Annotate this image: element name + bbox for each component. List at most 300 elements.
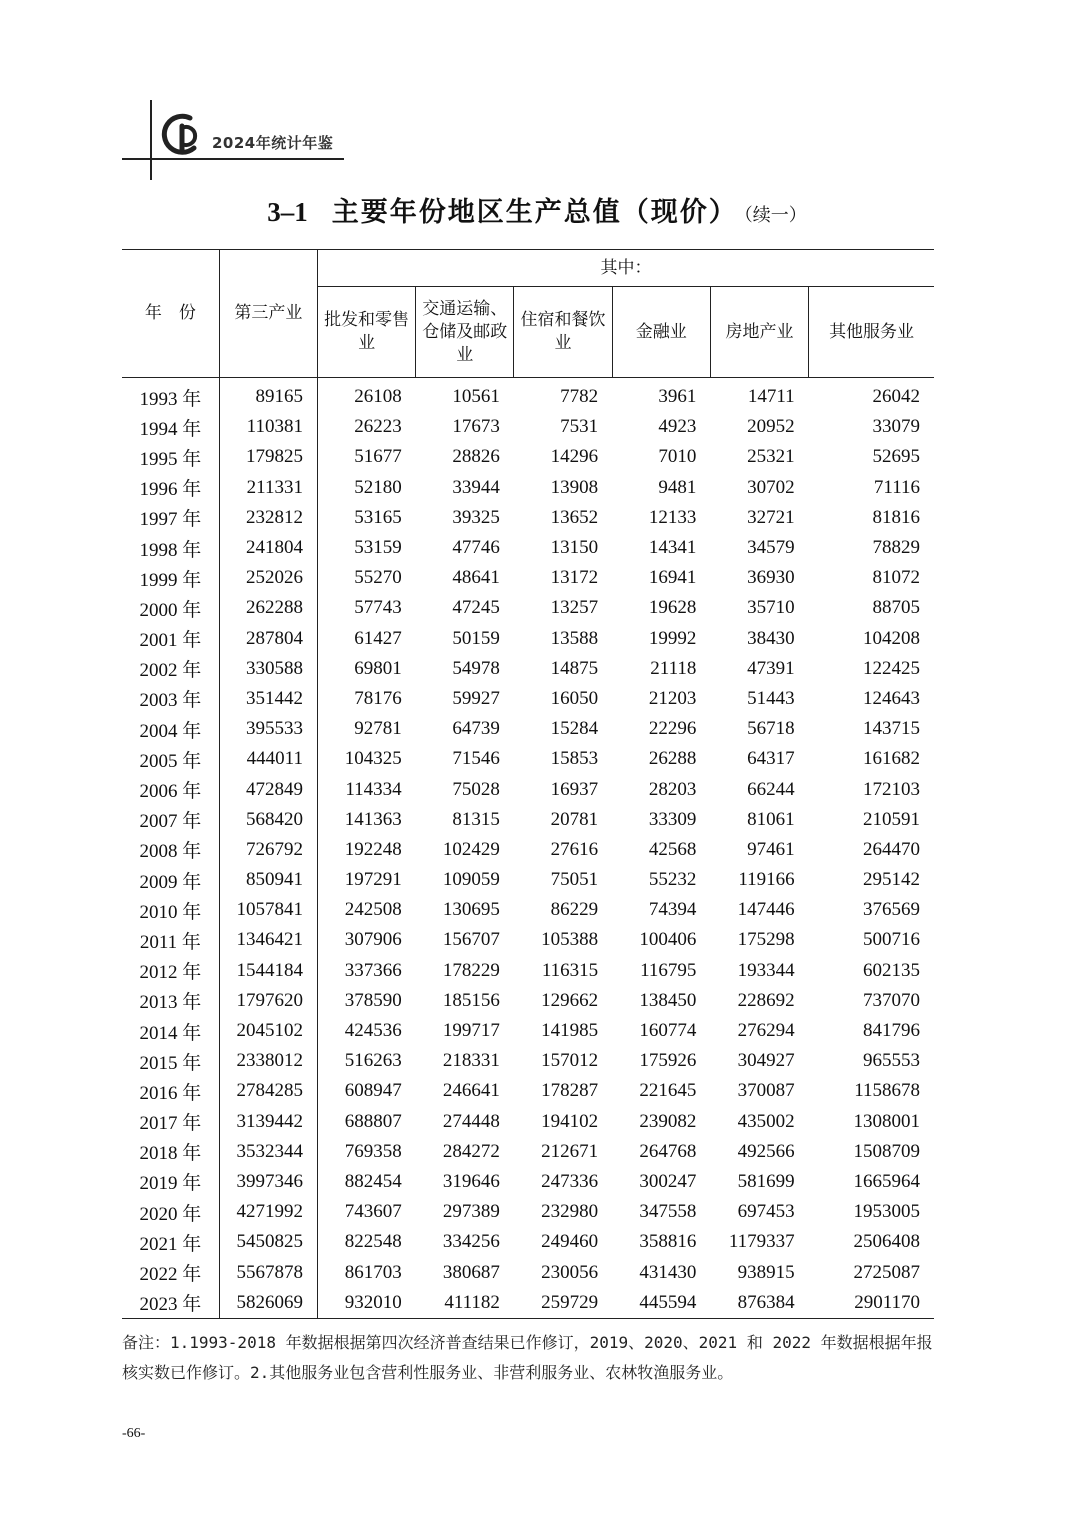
value-cell: 444011 <box>219 744 317 774</box>
value-cell: 64317 <box>747 748 795 770</box>
value-cell: 178229 <box>442 959 500 981</box>
header-other-services: 其他服务业 <box>809 287 934 378</box>
value-cell: 210591 <box>863 808 920 830</box>
header-year: 年 份 <box>122 250 219 378</box>
value-cell: 10561 <box>452 386 500 408</box>
yearbook-logo-icon <box>160 112 206 158</box>
year-cell: 1995 年 <box>122 442 219 472</box>
table-row <box>122 956 934 986</box>
value-cell: 7531 <box>560 416 599 438</box>
value-cell: 2506408 <box>853 1231 920 1253</box>
value-cell: 110381 <box>219 412 317 442</box>
table-row <box>122 774 934 804</box>
value-cell: 14875 <box>550 657 599 679</box>
table-row <box>122 925 934 955</box>
year-cell: 2019 年 <box>122 1167 219 1197</box>
value-cell: 5450825 <box>219 1227 317 1257</box>
value-cell: 516263 <box>344 1050 402 1072</box>
value-cell: 20952 <box>747 416 795 438</box>
header-vertical-rule <box>150 100 152 180</box>
value-cell: 39325 <box>452 506 500 528</box>
value-cell: 358816 <box>639 1231 697 1253</box>
value-cell: 262288 <box>219 593 317 623</box>
value-cell: 304927 <box>737 1050 795 1072</box>
value-cell: 52180 <box>354 476 402 498</box>
value-cell: 445594 <box>612 1288 710 1319</box>
value-cell: 581699 <box>737 1170 795 1192</box>
table-row <box>122 835 934 865</box>
value-cell: 14296 <box>550 446 599 468</box>
year-cell: 2013 年 <box>122 986 219 1016</box>
value-cell: 92781 <box>354 718 402 740</box>
continued-label: （续一） <box>743 205 807 226</box>
table-row <box>122 1227 934 1257</box>
year-cell: 2007 年 <box>122 805 219 835</box>
value-cell: 26223 <box>354 416 402 438</box>
value-cell: 822548 <box>344 1231 402 1253</box>
value-cell: 47391 <box>747 657 795 679</box>
year-cell: 1997 年 <box>122 503 219 533</box>
page-title <box>0 190 1074 229</box>
value-cell: 3139442 <box>219 1107 317 1137</box>
year-cell: 2016 年 <box>122 1076 219 1106</box>
value-cell: 197291 <box>344 869 402 891</box>
value-cell: 3997346 <box>219 1167 317 1197</box>
value-cell: 424536 <box>344 1020 402 1042</box>
value-cell: 1508709 <box>853 1140 920 1162</box>
value-cell: 51677 <box>354 446 402 468</box>
value-cell: 861703 <box>344 1261 402 1283</box>
value-cell: 105388 <box>541 929 599 951</box>
value-cell: 38430 <box>747 627 795 649</box>
table-row <box>122 412 934 442</box>
value-cell: 297389 <box>442 1201 500 1223</box>
value-cell: 16937 <box>550 778 599 800</box>
year-cell: 2010 年 <box>122 895 219 925</box>
value-cell: 78176 <box>354 687 402 709</box>
value-cell: 54978 <box>452 657 500 679</box>
table-row <box>122 865 934 895</box>
value-cell: 295142 <box>863 869 920 891</box>
value-cell: 129662 <box>541 989 599 1011</box>
header-real-estate: 房地产业 <box>710 287 808 378</box>
value-cell: 242508 <box>344 899 402 921</box>
value-cell: 14341 <box>648 537 697 559</box>
year-cell: 2023 年 <box>122 1288 219 1319</box>
value-cell: 130695 <box>442 899 500 921</box>
value-cell: 69801 <box>354 657 402 679</box>
value-cell: 435002 <box>737 1110 795 1132</box>
value-cell: 193344 <box>737 959 795 981</box>
value-cell: 47746 <box>452 537 500 559</box>
value-cell: 932010 <box>317 1288 415 1319</box>
value-cell: 2784285 <box>219 1076 317 1106</box>
value-cell: 726792 <box>219 835 317 865</box>
value-cell: 876384 <box>710 1288 808 1319</box>
value-cell: 172103 <box>863 778 920 800</box>
value-cell: 42568 <box>648 838 697 860</box>
year-cell: 2014 年 <box>122 1016 219 1046</box>
table-row <box>122 473 934 503</box>
table-row <box>122 1257 934 1287</box>
year-cell: 2003 年 <box>122 684 219 714</box>
value-cell: 230056 <box>541 1261 599 1283</box>
value-cell: 13908 <box>550 476 599 498</box>
value-cell: 26288 <box>648 748 697 770</box>
value-cell: 7782 <box>560 386 599 408</box>
value-cell: 53165 <box>354 506 402 528</box>
value-cell: 26108 <box>354 386 402 408</box>
value-cell: 287804 <box>219 624 317 654</box>
value-cell: 264470 <box>863 838 920 860</box>
value-cell: 769358 <box>344 1140 402 1162</box>
header-finance: 金融业 <box>612 287 710 378</box>
year-cell: 2015 年 <box>122 1046 219 1076</box>
value-cell: 55232 <box>648 869 697 891</box>
value-cell: 232980 <box>541 1201 599 1223</box>
value-cell: 13588 <box>550 627 599 649</box>
value-cell: 114334 <box>345 778 402 800</box>
value-cell: 1953005 <box>853 1201 920 1223</box>
value-cell: 161682 <box>863 748 920 770</box>
value-cell: 5567878 <box>219 1257 317 1287</box>
header-transport: 交通运输、仓储及邮政业 <box>416 287 514 378</box>
value-cell: 61427 <box>354 627 402 649</box>
value-cell: 56718 <box>747 718 795 740</box>
value-cell: 19992 <box>648 627 697 649</box>
table-row <box>122 1016 934 1046</box>
value-cell: 319646 <box>442 1170 500 1192</box>
value-cell: 4923 <box>658 416 697 438</box>
value-cell: 157012 <box>541 1050 599 1072</box>
value-cell: 1544184 <box>219 956 317 986</box>
value-cell: 102429 <box>442 838 500 860</box>
value-cell: 608947 <box>344 1080 402 1102</box>
year-cell: 2021 年 <box>122 1227 219 1257</box>
value-cell: 1308001 <box>853 1110 920 1132</box>
value-cell: 52695 <box>872 446 920 468</box>
value-cell: 259729 <box>514 1288 612 1319</box>
table-title: 主要年份地区生产总值（现价） <box>331 197 738 228</box>
value-cell: 9481 <box>658 476 697 498</box>
value-cell: 75051 <box>550 869 599 891</box>
value-cell: 2045102 <box>219 1016 317 1046</box>
value-cell: 13652 <box>550 506 599 528</box>
value-cell: 109059 <box>442 869 500 891</box>
value-cell: 13172 <box>550 567 599 589</box>
value-cell: 33944 <box>452 476 500 498</box>
value-cell: 30702 <box>747 476 795 498</box>
value-cell: 274448 <box>442 1110 500 1132</box>
value-cell: 247336 <box>541 1170 599 1192</box>
value-cell: 119166 <box>738 869 795 891</box>
value-cell: 32721 <box>747 506 795 528</box>
value-cell: 147446 <box>737 899 795 921</box>
value-cell: 337366 <box>344 959 402 981</box>
value-cell: 116315 <box>541 959 599 981</box>
value-cell: 89165 <box>219 378 317 413</box>
table-row <box>122 1137 934 1167</box>
value-cell: 71116 <box>873 476 920 498</box>
value-cell: 16941 <box>648 567 697 589</box>
value-cell: 97461 <box>747 838 795 860</box>
value-cell: 737070 <box>863 989 920 1011</box>
value-cell: 53159 <box>354 537 402 559</box>
value-cell: 199717 <box>442 1020 500 1042</box>
value-cell: 2338012 <box>219 1046 317 1076</box>
table-number: 3–1 <box>267 197 308 227</box>
value-cell: 13257 <box>550 597 599 619</box>
value-cell: 221645 <box>639 1080 697 1102</box>
header-horizontal-rule <box>122 158 344 160</box>
value-cell: 192248 <box>344 838 402 860</box>
value-cell: 35710 <box>747 597 795 619</box>
table-row <box>122 895 934 925</box>
value-cell: 13150 <box>550 537 599 559</box>
value-cell: 411182 <box>416 1288 514 1319</box>
yearbook-label: 2024年统计年鉴 <box>212 134 334 152</box>
table-note: 备注：1.1993-2018 年数据根据第四次经济普查结果已作修订，2019、2020、2021 和 2022 年数据根据年报核实数已作修订。2.其他服务业包含营利性服务业、非营利服务业、农林牧渔服务业。 <box>122 1333 933 1382</box>
value-cell: 743607 <box>344 1201 402 1223</box>
value-cell: 179825 <box>219 442 317 472</box>
value-cell: 33309 <box>648 808 697 830</box>
year-cell: 2005 年 <box>122 744 219 774</box>
value-cell: 307906 <box>344 929 402 951</box>
value-cell: 239082 <box>639 1110 697 1132</box>
value-cell: 27616 <box>550 838 599 860</box>
value-cell: 116795 <box>640 959 697 981</box>
year-cell: 2008 年 <box>122 835 219 865</box>
value-cell: 15853 <box>550 748 599 770</box>
year-cell: 2004 年 <box>122 714 219 744</box>
value-cell: 380687 <box>442 1261 500 1283</box>
value-cell: 378590 <box>344 989 402 1011</box>
table-row <box>122 442 934 472</box>
value-cell: 300247 <box>639 1170 697 1192</box>
value-cell: 22296 <box>648 718 697 740</box>
value-cell: 376569 <box>863 899 920 921</box>
year-cell: 1996 年 <box>122 473 219 503</box>
value-cell: 104325 <box>344 748 402 770</box>
year-cell: 2006 年 <box>122 774 219 804</box>
value-cell: 21203 <box>648 687 697 709</box>
header-tertiary: 第三产业 <box>219 250 317 378</box>
year-cell: 1994 年 <box>122 412 219 442</box>
value-cell: 241804 <box>219 533 317 563</box>
value-cell: 841796 <box>863 1020 920 1042</box>
header-accommodation: 住宿和餐饮业 <box>514 287 612 378</box>
table-row <box>122 1076 934 1106</box>
value-cell: 351442 <box>219 684 317 714</box>
table-row <box>122 744 934 774</box>
value-cell: 64739 <box>452 718 500 740</box>
value-cell: 141363 <box>344 808 402 830</box>
value-cell: 16050 <box>550 687 599 709</box>
value-cell: 88705 <box>872 597 920 619</box>
page-number: -66- <box>122 1426 146 1441</box>
value-cell: 1179337 <box>728 1231 795 1253</box>
value-cell: 4271992 <box>219 1197 317 1227</box>
value-cell: 74394 <box>648 899 697 921</box>
value-cell: 55270 <box>354 567 402 589</box>
value-cell: 17673 <box>452 416 500 438</box>
value-cell: 347558 <box>639 1201 697 1223</box>
value-cell: 211331 <box>219 473 317 503</box>
header-wholesale-retail: 批发和零售业 <box>317 287 415 378</box>
value-cell: 228692 <box>737 989 795 1011</box>
table-row <box>122 1107 934 1137</box>
value-cell: 81315 <box>452 808 500 830</box>
table-row <box>122 986 934 1016</box>
year-cell: 2011 年 <box>122 925 219 955</box>
value-cell: 500716 <box>863 929 920 951</box>
value-cell: 19628 <box>648 597 697 619</box>
value-cell: 5826069 <box>219 1288 317 1319</box>
value-cell: 370087 <box>737 1080 795 1102</box>
value-cell: 178287 <box>541 1080 599 1102</box>
value-cell: 2901170 <box>809 1288 934 1319</box>
value-cell: 143715 <box>863 718 920 740</box>
value-cell: 25321 <box>747 446 795 468</box>
header-of-which: 其中： <box>317 250 934 287</box>
value-cell: 138450 <box>639 989 697 1011</box>
value-cell: 1665964 <box>853 1170 920 1192</box>
value-cell: 697453 <box>737 1201 795 1223</box>
year-cell: 1998 年 <box>122 533 219 563</box>
table-row <box>122 1197 934 1227</box>
value-cell: 252026 <box>219 563 317 593</box>
year-cell: 2017 年 <box>122 1107 219 1137</box>
year-cell: 2000 年 <box>122 593 219 623</box>
table-row <box>122 593 934 623</box>
year-cell: 2001 年 <box>122 624 219 654</box>
value-cell: 1346421 <box>219 925 317 955</box>
value-cell: 47245 <box>452 597 500 619</box>
value-cell: 431430 <box>639 1261 697 1283</box>
value-cell: 1158678 <box>854 1080 920 1102</box>
value-cell: 57743 <box>354 597 402 619</box>
value-cell: 78829 <box>872 537 920 559</box>
table-row <box>122 714 934 744</box>
value-cell: 472849 <box>219 774 317 804</box>
value-cell: 2725087 <box>853 1261 920 1283</box>
table-row <box>122 684 934 714</box>
year-cell: 2002 年 <box>122 654 219 684</box>
year-cell: 2012 年 <box>122 956 219 986</box>
value-cell: 14711 <box>747 386 795 408</box>
value-cell: 264768 <box>639 1140 697 1162</box>
year-cell: 2009 年 <box>122 865 219 895</box>
value-cell: 568420 <box>219 805 317 835</box>
value-cell: 26042 <box>872 386 920 408</box>
table-row <box>122 378 934 413</box>
value-cell: 86229 <box>550 899 599 921</box>
value-cell: 124643 <box>863 687 920 709</box>
year-cell: 2022 年 <box>122 1257 219 1287</box>
value-cell: 194102 <box>541 1110 599 1132</box>
table-row <box>122 1167 934 1197</box>
table-row <box>122 1288 934 1319</box>
value-cell: 334256 <box>442 1231 500 1253</box>
value-cell: 160774 <box>639 1020 697 1042</box>
value-cell: 284272 <box>442 1140 500 1162</box>
table-row <box>122 1046 934 1076</box>
value-cell: 36930 <box>747 567 795 589</box>
value-cell: 330588 <box>219 654 317 684</box>
value-cell: 850941 <box>219 865 317 895</box>
value-cell: 28826 <box>452 446 500 468</box>
value-cell: 51443 <box>747 687 795 709</box>
value-cell: 175926 <box>639 1050 697 1072</box>
value-cell: 218331 <box>442 1050 500 1072</box>
value-cell: 492566 <box>737 1140 795 1162</box>
table-row <box>122 654 934 684</box>
value-cell: 122425 <box>863 657 920 679</box>
value-cell: 1057841 <box>219 895 317 925</box>
value-cell: 175298 <box>737 929 795 951</box>
year-cell: 2018 年 <box>122 1137 219 1167</box>
value-cell: 3961 <box>658 386 697 408</box>
table-row <box>122 563 934 593</box>
value-cell: 965553 <box>863 1050 920 1072</box>
value-cell: 232812 <box>219 503 317 533</box>
value-cell: 246641 <box>442 1080 500 1102</box>
value-cell: 938915 <box>737 1261 795 1283</box>
value-cell: 28203 <box>648 778 697 800</box>
value-cell: 882454 <box>344 1170 402 1192</box>
table-row <box>122 624 934 654</box>
value-cell: 71546 <box>452 748 500 770</box>
value-cell: 249460 <box>541 1231 599 1253</box>
value-cell: 104208 <box>863 627 920 649</box>
value-cell: 81816 <box>872 506 920 528</box>
value-cell: 100406 <box>639 929 697 951</box>
value-cell: 141985 <box>541 1020 599 1042</box>
value-cell: 602135 <box>863 959 920 981</box>
value-cell: 81072 <box>872 567 920 589</box>
value-cell: 66244 <box>747 778 795 800</box>
value-cell: 276294 <box>737 1020 795 1042</box>
table-row <box>122 503 934 533</box>
value-cell: 3532344 <box>219 1137 317 1167</box>
gdp-table <box>122 249 934 1319</box>
year-cell: 1999 年 <box>122 563 219 593</box>
value-cell: 75028 <box>452 778 500 800</box>
value-cell: 212671 <box>541 1140 599 1162</box>
value-cell: 7010 <box>658 446 697 468</box>
value-cell: 50159 <box>452 627 500 649</box>
year-cell: 1993 年 <box>122 378 219 413</box>
value-cell: 34579 <box>747 537 795 559</box>
value-cell: 156707 <box>442 929 500 951</box>
table-body <box>122 378 934 1319</box>
value-cell: 33079 <box>872 416 920 438</box>
value-cell: 12133 <box>648 506 697 528</box>
value-cell: 1797620 <box>219 986 317 1016</box>
value-cell: 20781 <box>550 808 599 830</box>
value-cell: 81061 <box>747 808 795 830</box>
value-cell: 15284 <box>550 718 599 740</box>
value-cell: 48641 <box>452 567 500 589</box>
value-cell: 59927 <box>452 687 500 709</box>
table-row <box>122 533 934 563</box>
value-cell: 688807 <box>344 1110 402 1132</box>
value-cell: 21118 <box>650 657 697 679</box>
value-cell: 185156 <box>442 989 500 1011</box>
table-row <box>122 805 934 835</box>
year-cell: 2020 年 <box>122 1197 219 1227</box>
value-cell: 395533 <box>219 714 317 744</box>
